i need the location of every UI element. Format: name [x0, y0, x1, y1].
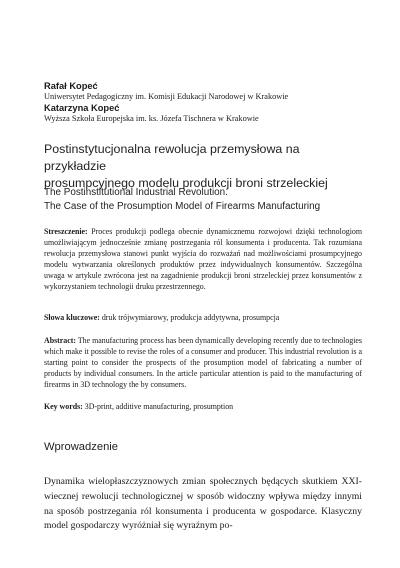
author-affiliation: Uniwersytet Pedagogiczny im. Komisji Edukacji Narodowej w Krakowie [44, 92, 289, 101]
keywords-text: druk trójwymiarowy, produkcja addytywna, prosumpcja [99, 313, 280, 322]
title-line: prosumpcyjnego modelu produkcji broni strzeleckiej [44, 176, 328, 190]
keywords-english [44, 401, 362, 412]
keywords-polish [44, 312, 362, 323]
section-heading: Wprowadzenie [44, 441, 118, 453]
abstract-text: The manufacturing process has been dynamically developing recently due to technologies which make it possible to revise the roles of a consumer and producer. This industrial revolution is a starting point to consider the prospects of the prosumption model of fabricating a number of products by individual consumers. In the article particular attention is paid to the manufacturing of firearms in 3D technology the by consumers. [44, 336, 362, 389]
title-english [44, 186, 362, 213]
title-line: The Case of the Prosumption Model of Firearms Manufacturing [44, 200, 321, 212]
abstract-label: Streszczenie: [44, 227, 88, 236]
author-affiliation: Wyższa Szkoła Europejska im. ks. Józefa Tischnera w Krakowie [44, 114, 259, 123]
keywords-label: Słowa kluczowe: [44, 313, 100, 322]
abstract-english [44, 335, 362, 390]
title-line: Postinstytucjonalna rewolucja przemysłowa na przykładzie [44, 142, 300, 173]
intro-paragraph: Dynamika wielopłaszczyznowych zmian społecznych będących skutkiem XXI-wiecznej rewolucji technologicznej w sposób widoczny wpływa między innymi na sposób postrzegania ról konsumenta i producenta w gospodarce. Klasyczny model gospodarczy wyróżniał się wyraźnym po- [44, 476, 362, 532]
author-block-2 [44, 103, 362, 125]
keywords-text: 3D-print, additive manufacturing, prosumption [82, 402, 234, 411]
title-polish [44, 141, 362, 192]
abstract-label: Abstract: [44, 336, 76, 345]
keywords-label: Key words: [44, 402, 83, 411]
author-name: Rafał Kopeć [44, 81, 98, 91]
author-name: Katarzyna Kopeć [44, 103, 120, 113]
author-block-1 [44, 81, 362, 103]
abstract-text: Proces produkcji podlega obecnie dynamicznemu rozwojowi dzięki technologiom umożliwiającym jednocześnie zmianę postrzegania ról konsumenta i producenta. Tak rozumiana rewolucja przemysłowa stanowi punkt wyjścia do rozważań nad możliwościami prosumpcyjnego modelu wytwarzania określonych produktów przez indywidualnych konsumentów. Szczególna uwaga w artykule zwrócona jest na zagadnienie produkcji broni strzeleckiej przez konsumentów z wykorzystaniem technologii druku przestrzennego. [44, 227, 362, 291]
abstract-polish [44, 226, 362, 292]
title-line: The Postinstitutional Industrial Revolution. [44, 187, 228, 198]
